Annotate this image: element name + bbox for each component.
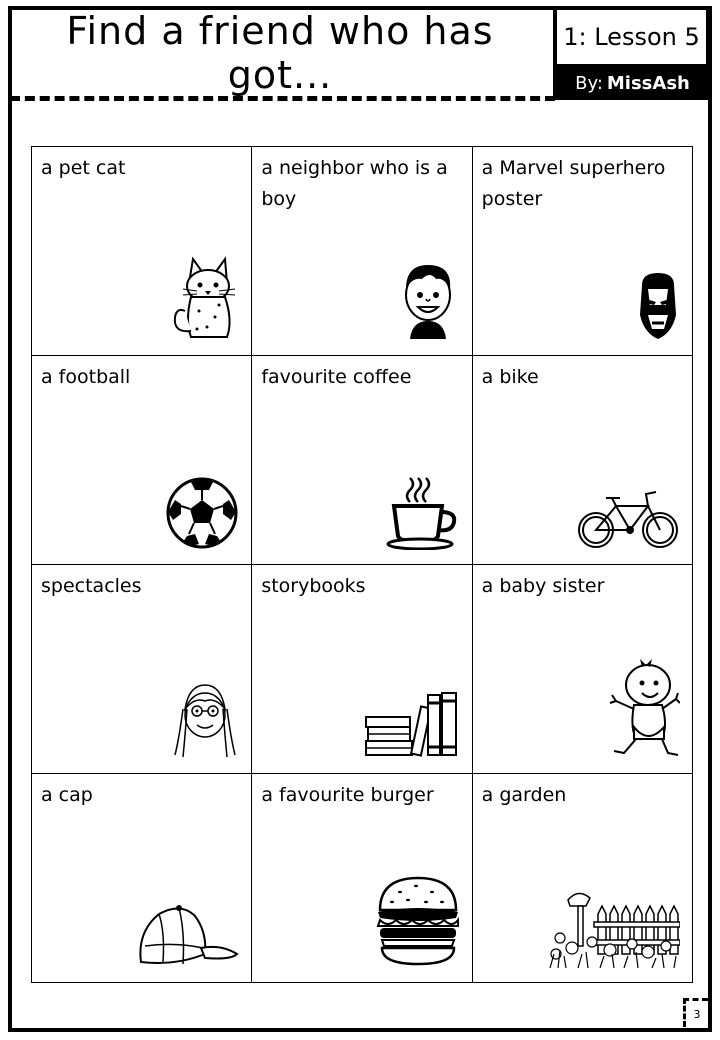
grid-cell-bike[interactable] [472, 356, 692, 565]
bicycle-icon [576, 488, 680, 554]
cell-label: a favourite burger [261, 784, 434, 806]
garden-icon [548, 884, 680, 972]
girl-with-glasses-icon [171, 679, 239, 763]
grid-cell-baby-sister[interactable] [472, 565, 692, 774]
cell-label: a garden [481, 784, 567, 806]
bingo-grid [31, 146, 693, 983]
title-box [10, 8, 550, 98]
page-number: 3 [683, 998, 708, 1027]
cell-label: favourite coffee [261, 366, 412, 388]
header-divider [10, 96, 555, 101]
grid-row [32, 774, 693, 983]
cell-label: storybooks [261, 575, 366, 597]
grid-row [32, 356, 693, 565]
grid-cell-garden[interactable] [472, 774, 692, 983]
grid-cell-neighbor-boy[interactable] [252, 147, 472, 356]
lesson-label: 1: Lesson 5 [557, 10, 706, 64]
grid-cell-burger[interactable] [252, 774, 472, 983]
cell-label: a baby sister [481, 575, 605, 597]
baby-icon [608, 655, 680, 763]
cat-icon [169, 241, 239, 345]
lesson-badge [553, 6, 712, 100]
title-line-1: Find a friend who has [66, 9, 494, 53]
author-name: MissAsh [606, 72, 690, 94]
page-title [66, 9, 493, 97]
cell-label: a bike [481, 366, 539, 388]
grid-cell-storybooks[interactable] [252, 565, 472, 774]
author-prefix: By: [575, 72, 603, 94]
grid-cell-football[interactable] [32, 356, 252, 565]
grid-cell-spectacles[interactable] [32, 565, 252, 774]
cell-label: spectacles [41, 575, 142, 597]
soccer-ball-icon [165, 476, 239, 554]
grid-row [32, 147, 693, 356]
cell-label: a Marvel superhero poster [481, 157, 666, 210]
grid-cell-marvel-poster[interactable] [472, 147, 692, 356]
title-line-2: got... [227, 53, 333, 97]
cell-label: a pet cat [41, 157, 126, 179]
cell-label: a neighbor who is a boy [261, 157, 448, 210]
burger-icon [376, 874, 460, 972]
cap-icon [135, 902, 239, 972]
grid-row [32, 565, 693, 774]
cell-label: a cap [41, 784, 93, 806]
grid-cell-cap[interactable] [32, 774, 252, 983]
cell-label: a football [41, 366, 131, 388]
books-icon [364, 689, 460, 763]
author-line [553, 68, 712, 98]
coffee-cup-icon [386, 474, 460, 554]
iron-man-mask-icon [636, 271, 680, 345]
grid-cell-pet-cat[interactable] [32, 147, 252, 356]
boy-face-icon [396, 255, 460, 345]
grid-cell-coffee[interactable] [252, 356, 472, 565]
